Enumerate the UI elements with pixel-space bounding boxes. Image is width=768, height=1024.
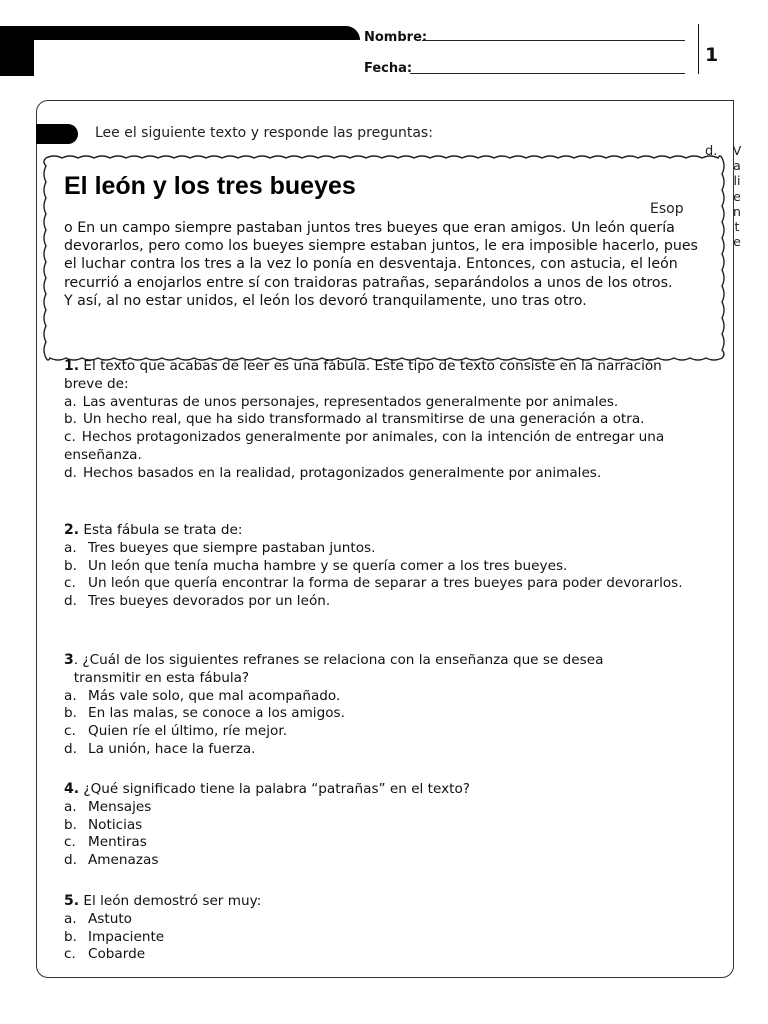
option-letter: c. bbox=[64, 429, 76, 446]
question-prompt bbox=[64, 652, 704, 688]
question-text: Esta fábula se trata de: bbox=[83, 522, 243, 538]
option-text: Hechos protagonizados generalmente por animales, con la intención de entregar una enseñanza. bbox=[64, 429, 665, 463]
answer-option-a[interactable] bbox=[64, 394, 704, 412]
option-text: Tres bueyes que siempre pastaban juntos. bbox=[88, 539, 376, 556]
answer-option-a[interactable] bbox=[64, 688, 704, 706]
option-text: Amenazas bbox=[88, 852, 159, 869]
instruction-tab bbox=[36, 124, 78, 144]
option-text: Impaciente bbox=[88, 928, 165, 945]
option-letter: c. bbox=[64, 834, 76, 851]
option-text: Mensajes bbox=[88, 798, 152, 815]
answer-option-b[interactable] bbox=[64, 558, 704, 576]
question-number: 4. bbox=[64, 781, 80, 797]
option-text: Un hecho real, que ha sido transformado al transmitirse de una generación a otra. bbox=[82, 411, 645, 428]
name-field[interactable] bbox=[422, 40, 685, 41]
option-letter: b. bbox=[64, 557, 77, 574]
question-text: El león demostró ser muy: bbox=[83, 893, 262, 909]
question-2 bbox=[64, 522, 704, 611]
question-prompt bbox=[64, 781, 704, 799]
answer-option-b[interactable] bbox=[64, 929, 704, 947]
answer-option-c[interactable] bbox=[64, 429, 704, 465]
story-paragraph: Y así, al no estar unidos, el león los devoró tranquilamente, uno tras otro. bbox=[64, 292, 587, 309]
page-number: 1 bbox=[705, 44, 719, 66]
story-body bbox=[64, 219, 704, 310]
option-letter: a. bbox=[64, 798, 77, 815]
option-text: Cobarde bbox=[88, 946, 146, 963]
answer-option-b[interactable] bbox=[64, 817, 704, 835]
answer-option-d[interactable] bbox=[64, 852, 704, 870]
name-label: Nombre: bbox=[364, 30, 428, 45]
option-letter: c. bbox=[64, 575, 76, 592]
option-letter: d. bbox=[64, 852, 77, 869]
option-letter: b. bbox=[64, 705, 77, 722]
side-letter: V bbox=[732, 143, 742, 158]
option-letter: b. bbox=[64, 816, 77, 833]
page-number-divider bbox=[698, 24, 699, 74]
answer-option-c[interactable] bbox=[64, 575, 704, 593]
side-letter: t bbox=[734, 219, 740, 235]
option-text: En las malas, se conoce a los amigos. bbox=[88, 705, 345, 722]
answer-option-d[interactable] bbox=[64, 741, 704, 759]
question-5 bbox=[64, 893, 704, 964]
option-letter: d. bbox=[64, 740, 77, 757]
option-letter: a. bbox=[64, 687, 77, 704]
question-1 bbox=[64, 358, 704, 483]
option-text: Noticias bbox=[88, 816, 143, 833]
side-letter: n bbox=[733, 203, 741, 219]
option-text: Astuto bbox=[88, 910, 132, 927]
header-corner-block bbox=[0, 26, 34, 76]
option-letter: d. bbox=[64, 464, 77, 481]
answer-option-a[interactable] bbox=[64, 799, 704, 817]
question-prompt bbox=[64, 893, 704, 911]
option-text: Mentiras bbox=[88, 834, 147, 851]
question-number: 1. bbox=[64, 358, 80, 374]
option-letter: c. bbox=[64, 723, 76, 740]
question-prompt bbox=[64, 522, 704, 540]
question-4 bbox=[64, 781, 704, 870]
answer-option-d[interactable] bbox=[64, 465, 704, 483]
side-letters bbox=[731, 143, 743, 249]
option-text: Más vale solo, que mal acompañado. bbox=[88, 687, 341, 704]
story-title: El león y los tres bueyes bbox=[64, 172, 356, 200]
instruction-text: Lee el siguiente texto y responde las preguntas: bbox=[95, 125, 433, 141]
question-number: 5. bbox=[64, 893, 80, 909]
question-number: 3 bbox=[64, 652, 74, 668]
answer-option-a[interactable] bbox=[64, 540, 704, 558]
option-text: Hechos basados en la realidad, protagonizados generalmente por animales. bbox=[82, 464, 602, 481]
answer-option-a[interactable] bbox=[64, 911, 704, 929]
side-option-letter: d. bbox=[705, 144, 718, 159]
answer-option-c[interactable] bbox=[64, 946, 704, 964]
option-letter: c. bbox=[64, 946, 76, 963]
question-number: 2. bbox=[64, 522, 80, 538]
question-text: El texto que acabas de leer es una fábula. Este tipo de texto consiste en la narración breve de: bbox=[64, 358, 662, 392]
question-text: ¿Qué significado tiene la palabra “patrañas” en el texto? bbox=[83, 781, 471, 797]
story-paragraph: o En un campo siempre pastaban juntos tres bueyes que eran amigos. Un león quería devorarlos, pero como los bueyes siempre estaban juntos, le era imposible hacerlo, pues el luchar contra los tres a la vez lo ponía en desventaja. Entonces, con astucia, el león recurrió a enojarlos entre sí con traidoras patrañas, separándolos a unos de los otros. bbox=[64, 220, 698, 291]
side-letter: a bbox=[733, 158, 741, 174]
option-letter: b. bbox=[64, 411, 77, 428]
date-label: Fecha: bbox=[364, 61, 413, 76]
side-letter: li bbox=[733, 173, 741, 189]
question-text: . ¿Cuál de los siguientes refranes se relaciona con la enseñanza que se desea transmitir en esta fábula? bbox=[73, 652, 604, 686]
header-banner bbox=[0, 26, 360, 40]
story-author: Esop bbox=[650, 201, 684, 217]
date-field[interactable] bbox=[410, 73, 685, 74]
option-letter: d. bbox=[64, 593, 77, 610]
question-prompt bbox=[64, 358, 704, 394]
option-text: Un león que tenía mucha hambre y se quería comer a los tres bueyes. bbox=[88, 557, 568, 574]
question-3 bbox=[64, 652, 704, 759]
option-text: Un león que quería encontrar la forma de separar a tres bueyes para poder devorarlos. bbox=[88, 575, 683, 592]
option-text: Quien ríe el último, ríe mejor. bbox=[88, 723, 288, 740]
side-letter: e bbox=[733, 234, 741, 250]
option-letter: a. bbox=[64, 539, 77, 556]
option-letter: a. bbox=[64, 910, 77, 927]
answer-option-c[interactable] bbox=[64, 834, 704, 852]
answer-option-b[interactable] bbox=[64, 411, 704, 429]
option-text: Las aventuras de unos personajes, representados generalmente por animales. bbox=[82, 393, 619, 410]
option-letter: b. bbox=[64, 928, 77, 945]
answer-option-b[interactable] bbox=[64, 705, 704, 723]
answer-option-c[interactable] bbox=[64, 723, 704, 741]
side-letter: e bbox=[733, 188, 741, 204]
answer-option-d[interactable] bbox=[64, 593, 704, 611]
option-text: La unión, hace la fuerza. bbox=[88, 740, 256, 757]
option-letter: a. bbox=[64, 393, 77, 410]
option-text: Tres bueyes devorados por un león. bbox=[88, 593, 331, 610]
